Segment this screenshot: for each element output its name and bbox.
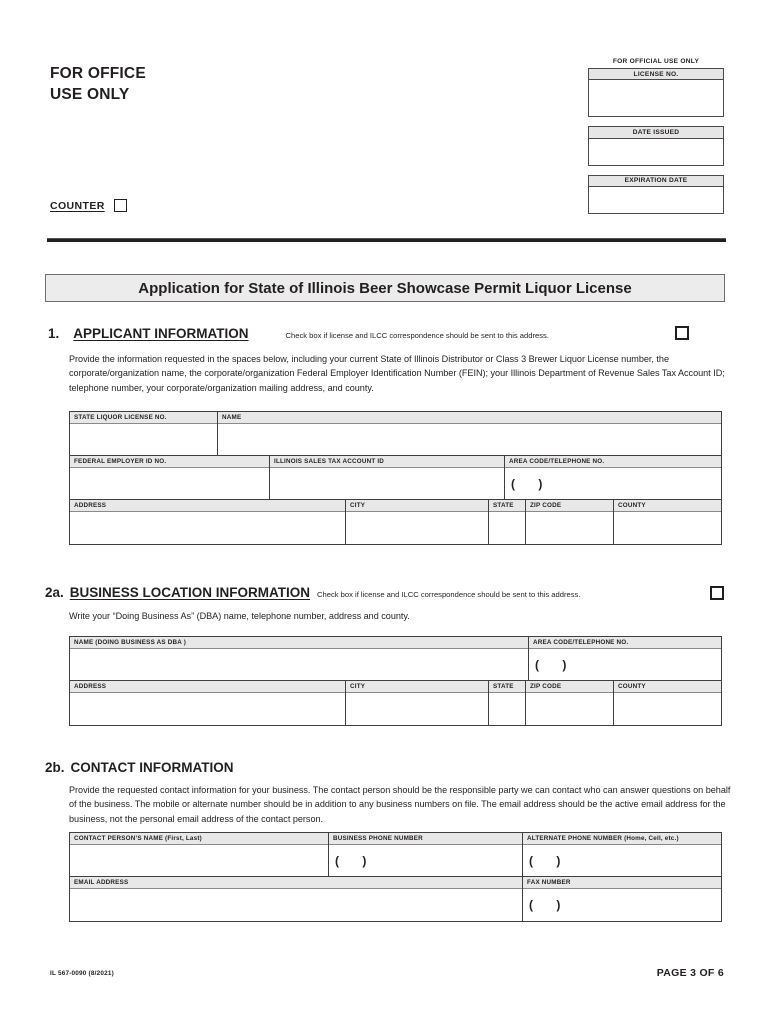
- business-state-input[interactable]: [489, 693, 525, 725]
- business-address-label: ADDRESS: [70, 681, 345, 693]
- contact-alternate-phone-cell: [523, 833, 721, 876]
- contact-email-input[interactable]: [70, 889, 522, 921]
- applicant-state-cell: [489, 500, 526, 544]
- applicant-address-cell: [70, 500, 346, 544]
- section-2b-title: CONTACT INFORMATION: [70, 760, 234, 775]
- table-row: [70, 500, 721, 544]
- federal-employer-id-input[interactable]: [70, 468, 269, 499]
- illinois-sales-tax-id-input[interactable]: [270, 468, 504, 499]
- license-no-box: [588, 68, 724, 117]
- illinois-sales-tax-id-label: ILLINOIS SALES TAX ACCOUNT ID: [270, 456, 504, 468]
- illinois-sales-tax-id-cell: [270, 456, 505, 499]
- business-city-cell: [346, 681, 489, 725]
- section-2b-heading: [45, 760, 234, 775]
- counter-label: COUNTER: [50, 199, 105, 212]
- applicant-information-table: [69, 411, 722, 545]
- section-2b-paragraph: Provide the requested contact information for your business. The contact person should be the responsible party we can contact who can answer questions on behalf of the business. The mobile or alternate number should be in addition to any business numbers on file. The email address should be the active email address for the business, not the personal email address of the contact person.: [69, 785, 731, 824]
- date-issued-input[interactable]: [589, 139, 723, 165]
- section-1-paragraph: Provide the information requested in the spaces below, including your current State of Illinois Distributor or Class 3 Brewer Liquor License number, the corporate/organization name, the corporate/organization Federal Employer Identification Number (FEIN); your Illinois Department of Revenue Sales Tax Account ID; telephone number, your corporate/organization mailing address, and county.: [69, 354, 725, 393]
- applicant-zip-label: ZIP CODE: [526, 500, 613, 512]
- expiration-date-label: EXPIRATION DATE: [589, 176, 723, 187]
- contact-fax-label: FAX NUMBER: [523, 877, 721, 889]
- applicant-name-label: NAME: [218, 412, 721, 424]
- applicant-state-input[interactable]: [489, 512, 525, 544]
- business-county-input[interactable]: [614, 693, 721, 725]
- section-2a-title: BUSINESS LOCATION INFORMATION: [69, 585, 311, 600]
- contact-person-name-label: CONTACT PERSON’S NAME (First, Last): [70, 833, 328, 845]
- official-use-title: FOR OFFICIAL USE ONLY: [612, 58, 700, 65]
- applicant-county-label: COUNTY: [614, 500, 721, 512]
- form-number: IL 567-0090 (8/2021): [50, 970, 114, 977]
- section-1-heading: [48, 326, 549, 341]
- applicant-name-input[interactable]: [218, 424, 721, 455]
- contact-email-cell: [70, 877, 523, 921]
- business-zip-input[interactable]: [526, 693, 613, 725]
- contact-person-name-input[interactable]: [70, 845, 328, 876]
- applicant-phone-label: AREA CODE/TELEPHONE NO.: [505, 456, 721, 468]
- applicant-phone-cell: [505, 456, 721, 499]
- form-title-banner: [45, 274, 725, 302]
- business-address-input[interactable]: [70, 693, 345, 725]
- contact-email-label: EMAIL ADDRESS: [70, 877, 522, 889]
- contact-person-name-cell: [70, 833, 329, 876]
- section-2a-paragraph: Write your “Doing Business As” (DBA) name, telephone number, address and county.: [69, 611, 410, 621]
- business-phone-input[interactable]: ( ): [535, 657, 577, 672]
- contact-business-phone-cell: [329, 833, 523, 876]
- dba-name-label: NAME (DOING BUSINESS AS DBA ): [70, 637, 528, 649]
- license-no-input[interactable]: [589, 80, 723, 116]
- business-zip-cell: [526, 681, 614, 725]
- section-2b-number: 2b.: [45, 760, 65, 775]
- table-row: [70, 637, 721, 681]
- business-address-cell: [70, 681, 346, 725]
- business-phone-label: AREA CODE/TELEPHONE NO.: [529, 637, 721, 649]
- header-divider: [47, 238, 726, 242]
- official-use-panel: [588, 58, 724, 223]
- section-1-address-checkbox[interactable]: [675, 326, 689, 340]
- for-office-use-only-heading: [50, 64, 146, 106]
- office-heading-line1: FOR OFFICE: [50, 65, 146, 82]
- state-liquor-license-no-input[interactable]: [70, 424, 217, 455]
- date-issued-box: [588, 126, 724, 165]
- table-row: [70, 412, 721, 456]
- applicant-phone-input[interactable]: ( ): [511, 476, 553, 491]
- applicant-name-cell: [218, 412, 721, 455]
- contact-fax-input[interactable]: ( ): [529, 898, 571, 913]
- section-2a-address-checkbox[interactable]: [710, 586, 724, 600]
- contact-alternate-phone-input[interactable]: ( ): [529, 853, 571, 868]
- business-location-table: [69, 636, 722, 726]
- counter-checkbox[interactable]: [114, 199, 127, 212]
- form-title: Application for State of Illinois Beer Showcase Permit Liquor License: [138, 279, 632, 297]
- expiration-date-box: [588, 175, 724, 214]
- table-row: [70, 877, 721, 921]
- dba-name-cell: [70, 637, 529, 680]
- business-city-label: CITY: [346, 681, 488, 693]
- license-no-label: LICENSE NO.: [589, 69, 723, 80]
- page-number: PAGE 3 OF 6: [656, 967, 724, 979]
- state-liquor-license-no-cell: [70, 412, 218, 455]
- applicant-city-label: CITY: [346, 500, 488, 512]
- section-1-title: APPLICANT INFORMATION: [73, 326, 249, 341]
- contact-alternate-phone-label: ALTERNATE PHONE NUMBER (Home, Cell, etc.): [523, 833, 721, 845]
- contact-business-phone-input[interactable]: ( ): [335, 853, 377, 868]
- table-row: [70, 456, 721, 500]
- applicant-city-cell: [346, 500, 489, 544]
- dba-name-input[interactable]: [70, 649, 528, 680]
- business-phone-cell: [529, 637, 721, 680]
- federal-employer-id-cell: [70, 456, 270, 499]
- business-zip-label: ZIP CODE: [526, 681, 613, 693]
- applicant-zip-cell: [526, 500, 614, 544]
- contact-business-phone-label: BUSINESS PHONE NUMBER: [329, 833, 522, 845]
- section-2a-heading: [45, 585, 580, 600]
- section-2a-checkbox-note: Check box if license and ILCC correspondence should be sent to this address.: [317, 590, 581, 599]
- applicant-city-input[interactable]: [346, 512, 488, 544]
- business-state-label: STATE: [489, 681, 525, 693]
- section-1-number: 1.: [48, 326, 60, 341]
- contact-fax-cell: [523, 877, 721, 921]
- expiration-date-input[interactable]: [589, 187, 723, 213]
- applicant-county-cell: [614, 500, 721, 544]
- table-row: [70, 833, 721, 877]
- date-issued-label: DATE ISSUED: [589, 127, 723, 138]
- state-liquor-license-no-label: STATE LIQUOR LICENSE NO.: [70, 412, 217, 424]
- applicant-county-input[interactable]: [614, 512, 721, 544]
- applicant-state-label: STATE: [489, 500, 525, 512]
- business-state-cell: [489, 681, 526, 725]
- business-county-cell: [614, 681, 721, 725]
- applicant-address-label: ADDRESS: [70, 500, 345, 512]
- counter-row: [50, 199, 127, 212]
- section-2a-number: 2a.: [45, 585, 64, 600]
- applicant-zip-input[interactable]: [526, 512, 613, 544]
- table-row: [70, 681, 721, 725]
- contact-information-table: [69, 832, 722, 922]
- section-1-checkbox-note: Check box if license and ILCC correspondence should be sent to this address.: [285, 331, 549, 340]
- business-county-label: COUNTY: [614, 681, 721, 693]
- applicant-address-input[interactable]: [70, 512, 345, 544]
- business-city-input[interactable]: [346, 693, 488, 725]
- federal-employer-id-label: FEDERAL EMPLOYER ID NO.: [70, 456, 269, 468]
- office-heading-line2: USE ONLY: [50, 85, 130, 103]
